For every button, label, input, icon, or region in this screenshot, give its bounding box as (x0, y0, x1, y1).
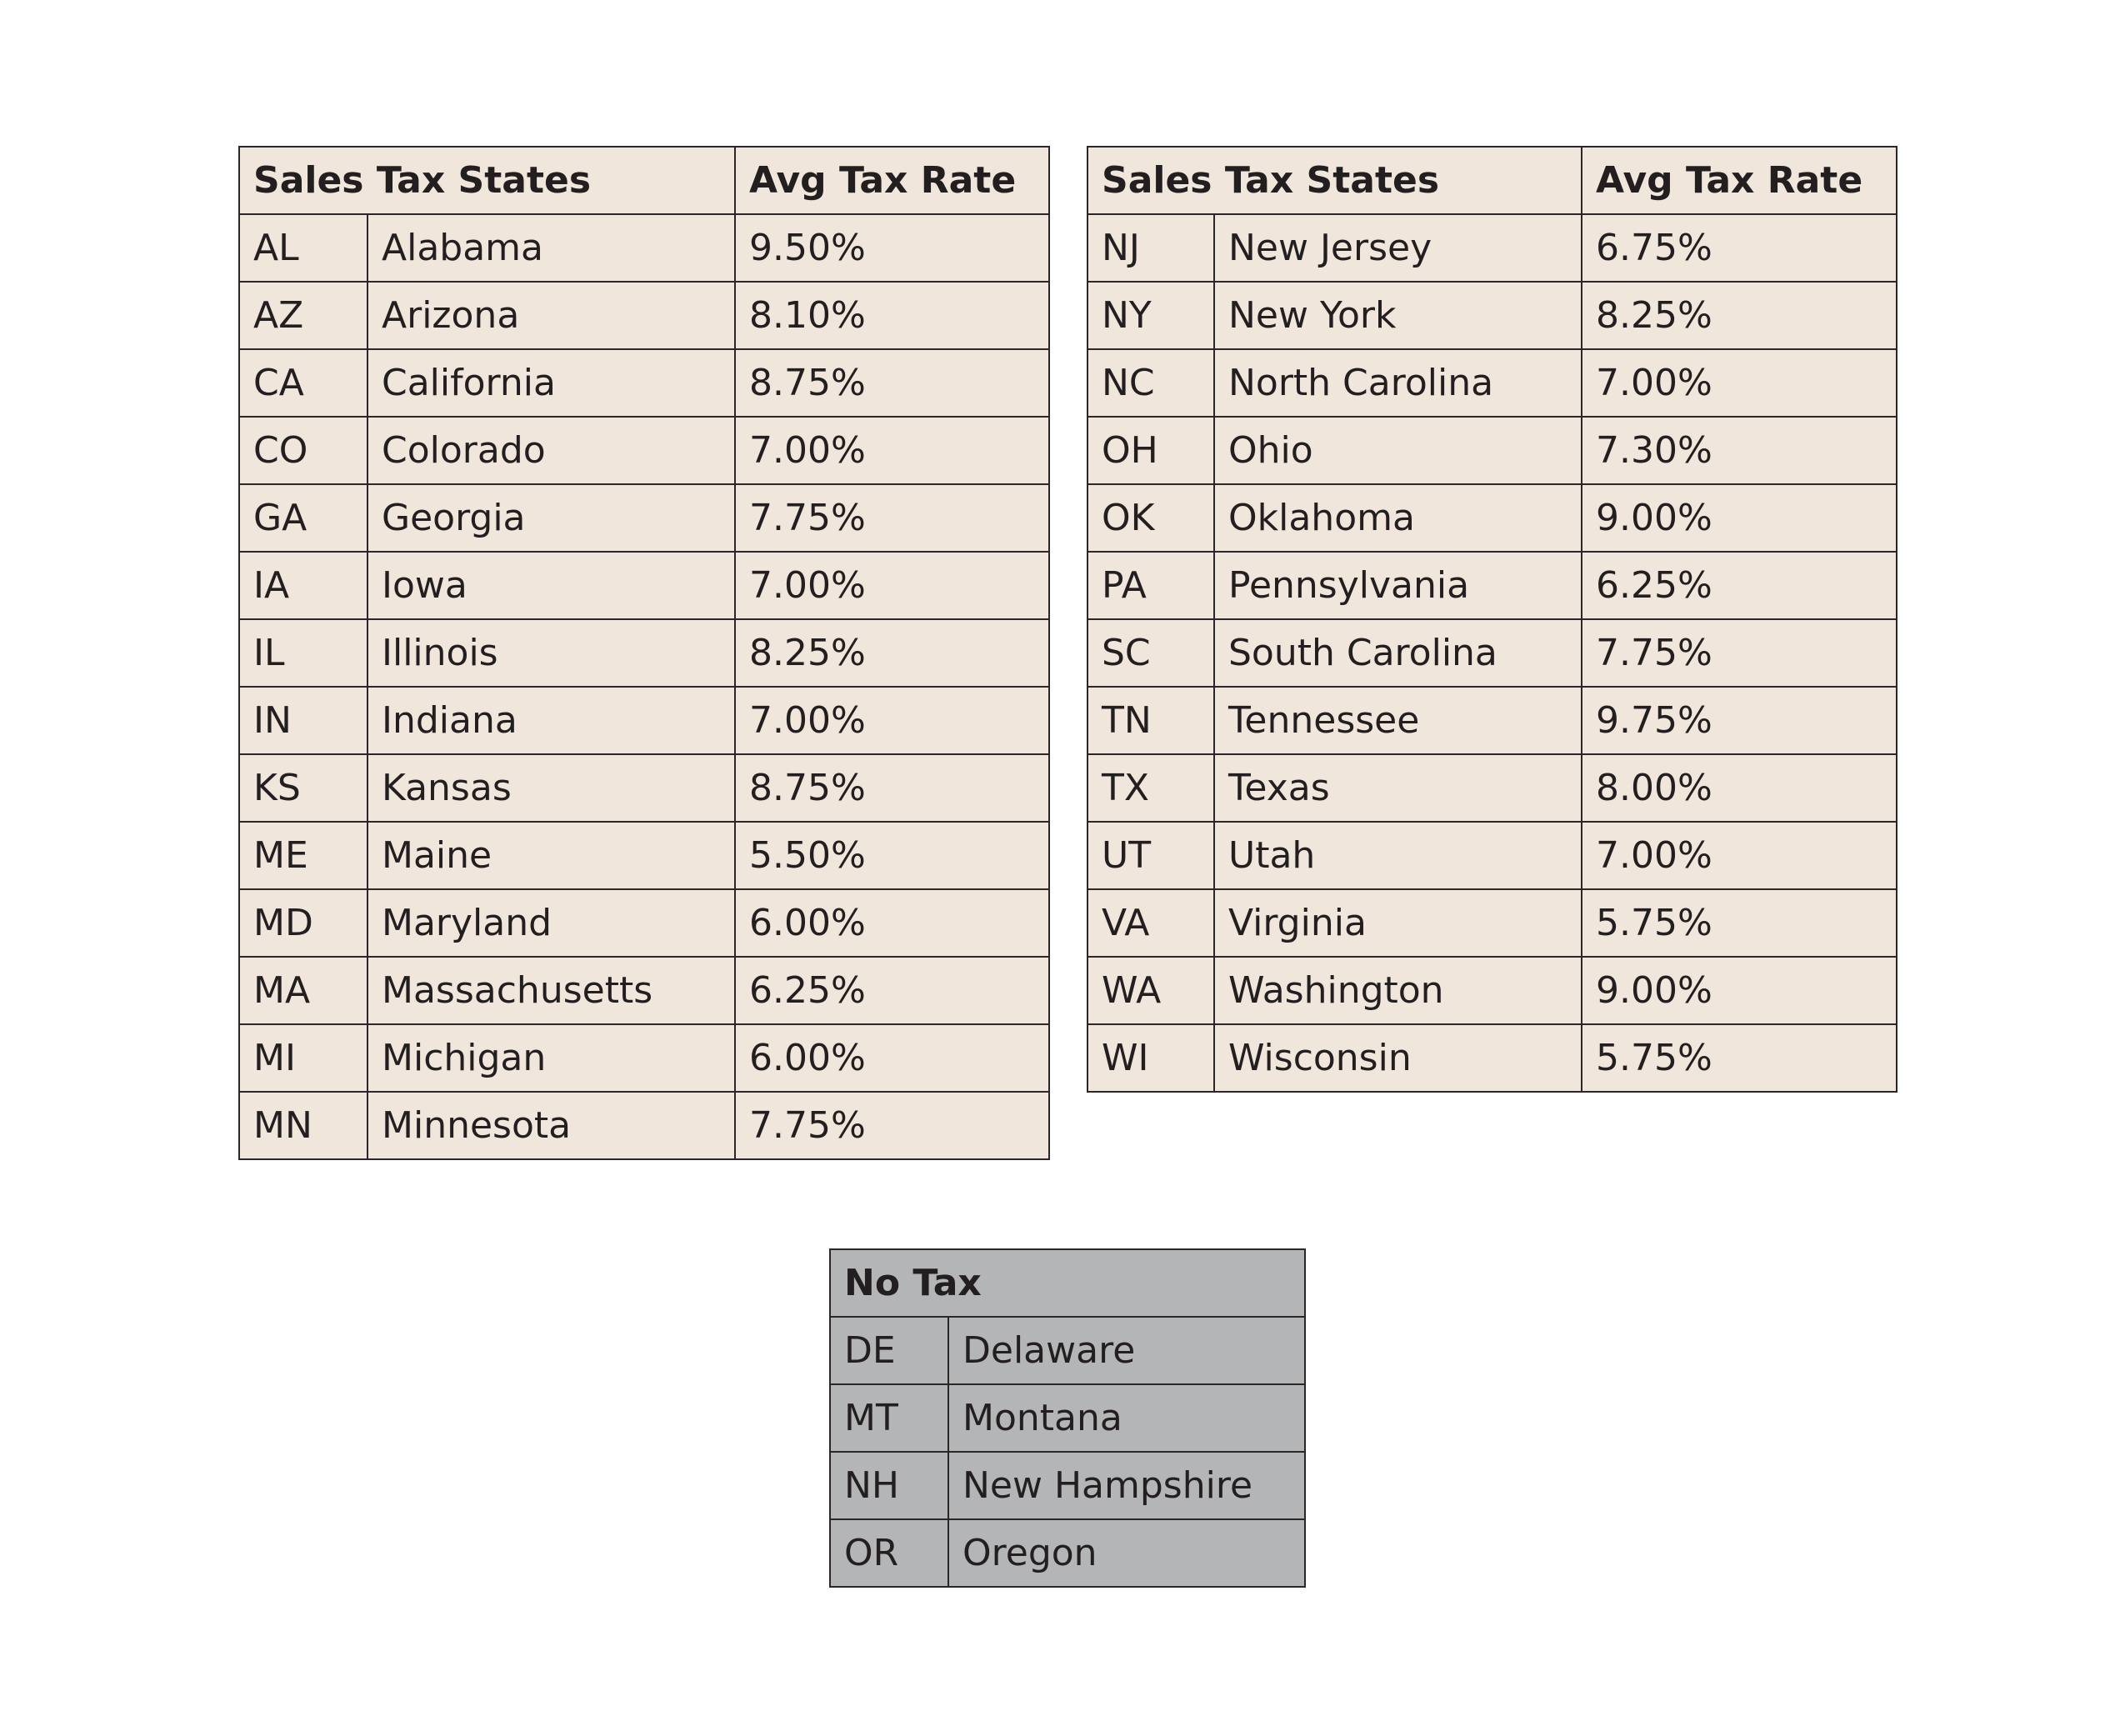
table-row (239, 619, 1049, 687)
state-rate: 9.50% (735, 214, 1049, 282)
state-name: California (368, 349, 735, 417)
table-row (830, 1519, 1305, 1587)
state-name: Georgia (368, 484, 735, 552)
state-code: NJ (1088, 214, 1214, 282)
state-rate: 6.00% (735, 889, 1049, 957)
table-row (239, 1024, 1049, 1092)
state-rate: 9.00% (1582, 957, 1897, 1024)
table-row (239, 552, 1049, 619)
table-row (1088, 282, 1897, 349)
state-code: AZ (239, 282, 368, 349)
state-code: AL (239, 214, 368, 282)
state-name: Washington (1214, 957, 1582, 1024)
table-row (1088, 417, 1897, 484)
state-code: VA (1088, 889, 1214, 957)
table-row (1088, 754, 1897, 822)
table-row (239, 889, 1049, 957)
table-row (1088, 619, 1897, 687)
state-rate: 8.75% (735, 349, 1049, 417)
state-name: Tennessee (1214, 687, 1582, 754)
state-name: Michigan (368, 1024, 735, 1092)
state-name: Oregon (948, 1519, 1305, 1587)
state-name: New York (1214, 282, 1582, 349)
table-row (1088, 957, 1897, 1024)
header-avg-tax-rate: Avg Tax Rate (1582, 147, 1897, 214)
state-name: North Carolina (1214, 349, 1582, 417)
state-name: Maryland (368, 889, 735, 957)
state-rate: 8.75% (735, 754, 1049, 822)
state-code: KS (239, 754, 368, 822)
state-name: South Carolina (1214, 619, 1582, 687)
state-code: ME (239, 822, 368, 889)
state-rate: 6.00% (735, 1024, 1049, 1092)
state-name: Kansas (368, 754, 735, 822)
state-rate: 5.75% (1582, 1024, 1897, 1092)
state-code: NH (830, 1452, 948, 1519)
sales-tax-table-left (238, 146, 1050, 1160)
state-name: Colorado (368, 417, 735, 484)
state-name: Texas (1214, 754, 1582, 822)
state-code: OH (1088, 417, 1214, 484)
table-row (239, 957, 1049, 1024)
table-row (830, 1384, 1305, 1452)
table-row (1088, 687, 1897, 754)
state-name: Montana (948, 1384, 1305, 1452)
table-row (830, 1452, 1305, 1519)
state-rate: 7.75% (735, 484, 1049, 552)
header-row (1088, 147, 1897, 214)
state-name: Iowa (368, 552, 735, 619)
state-code: OK (1088, 484, 1214, 552)
table-row (239, 484, 1049, 552)
table-row (1088, 822, 1897, 889)
state-rate: 7.00% (1582, 349, 1897, 417)
header-sales-tax-states: Sales Tax States (239, 147, 735, 214)
state-rate: 9.00% (1582, 484, 1897, 552)
header-sales-tax-states: Sales Tax States (1088, 147, 1582, 214)
state-name: Alabama (368, 214, 735, 282)
header-row (239, 147, 1049, 214)
state-code: CA (239, 349, 368, 417)
state-code: MT (830, 1384, 948, 1452)
state-rate: 9.75% (1582, 687, 1897, 754)
state-code: IA (239, 552, 368, 619)
state-code: IL (239, 619, 368, 687)
state-rate: 7.75% (1582, 619, 1897, 687)
state-code: UT (1088, 822, 1214, 889)
state-rate: 7.00% (735, 417, 1049, 484)
state-name: Pennsylvania (1214, 552, 1582, 619)
state-code: PA (1088, 552, 1214, 619)
table-row (239, 282, 1049, 349)
state-rate: 5.50% (735, 822, 1049, 889)
state-name: New Hampshire (948, 1452, 1305, 1519)
state-code: GA (239, 484, 368, 552)
table-row (1088, 484, 1897, 552)
table-row (1088, 552, 1897, 619)
state-rate: 5.75% (1582, 889, 1897, 957)
state-code: DE (830, 1317, 948, 1384)
state-code: CO (239, 417, 368, 484)
state-code: MI (239, 1024, 368, 1092)
state-rate: 7.00% (735, 687, 1049, 754)
state-rate: 8.25% (735, 619, 1049, 687)
sales-tax-table-right (1087, 146, 1898, 1093)
state-name: Arizona (368, 282, 735, 349)
state-name: Delaware (948, 1317, 1305, 1384)
state-name: Virginia (1214, 889, 1582, 957)
state-code: TN (1088, 687, 1214, 754)
state-name: Massachusetts (368, 957, 735, 1024)
state-code: MA (239, 957, 368, 1024)
state-rate: 6.25% (1582, 552, 1897, 619)
state-code: OR (830, 1519, 948, 1587)
state-name: Maine (368, 822, 735, 889)
state-code: SC (1088, 619, 1214, 687)
state-code: TX (1088, 754, 1214, 822)
state-name: Oklahoma (1214, 484, 1582, 552)
table-row (239, 687, 1049, 754)
header-row (830, 1249, 1305, 1317)
state-rate: 8.00% (1582, 754, 1897, 822)
state-rate: 7.30% (1582, 417, 1897, 484)
table-row (239, 822, 1049, 889)
state-name: Wisconsin (1214, 1024, 1582, 1092)
no-tax-table (829, 1248, 1306, 1588)
table-row (1088, 349, 1897, 417)
state-rate: 8.10% (735, 282, 1049, 349)
table-row (1088, 889, 1897, 957)
state-name: Indiana (368, 687, 735, 754)
state-rate: 6.75% (1582, 214, 1897, 282)
table-row (239, 417, 1049, 484)
state-code: MN (239, 1092, 368, 1159)
header-no-tax: No Tax (830, 1249, 1305, 1317)
table-row (239, 349, 1049, 417)
state-code: WI (1088, 1024, 1214, 1092)
table-row (1088, 214, 1897, 282)
state-code: WA (1088, 957, 1214, 1024)
state-code: IN (239, 687, 368, 754)
table-row (239, 214, 1049, 282)
state-rate: 6.25% (735, 957, 1049, 1024)
state-code: MD (239, 889, 368, 957)
state-rate: 8.25% (1582, 282, 1897, 349)
state-code: NY (1088, 282, 1214, 349)
state-name: New Jersey (1214, 214, 1582, 282)
table-row (239, 1092, 1049, 1159)
state-code: NC (1088, 349, 1214, 417)
state-rate: 7.75% (735, 1092, 1049, 1159)
state-name: Minnesota (368, 1092, 735, 1159)
state-name: Utah (1214, 822, 1582, 889)
table-row (239, 754, 1049, 822)
state-name: Ohio (1214, 417, 1582, 484)
table-row (1088, 1024, 1897, 1092)
state-rate: 7.00% (735, 552, 1049, 619)
state-rate: 7.00% (1582, 822, 1897, 889)
header-avg-tax-rate: Avg Tax Rate (735, 147, 1049, 214)
state-name: Illinois (368, 619, 735, 687)
table-row (830, 1317, 1305, 1384)
